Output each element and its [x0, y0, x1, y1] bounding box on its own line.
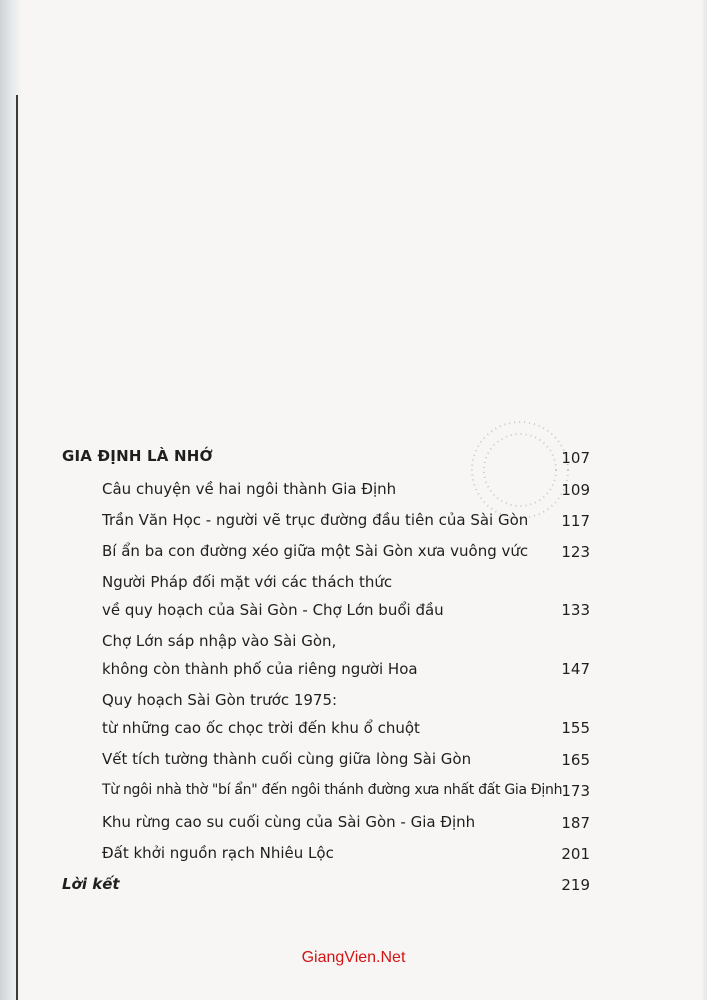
- toc-entry-5-page: 147: [561, 660, 590, 678]
- toc-entry-3-page: 123: [561, 543, 590, 561]
- toc-entry-1-page: 109: [561, 481, 590, 499]
- toc-entry-4-line-2: về quy hoạch của Sài Gòn - Chợ Lớn buổi đầu: [102, 601, 444, 619]
- section-page-number: 107: [561, 449, 590, 467]
- toc-entry-2-page: 117: [561, 512, 590, 530]
- toc-entry-8: Từ ngôi nhà thờ "bí ẩn" đến ngôi thánh đường xưa nhất đất Gia Định: [102, 782, 563, 798]
- toc-entry-4-page: 133: [561, 601, 590, 619]
- toc-entry-10: Đất khởi nguồn rạch Nhiêu Lộc: [102, 844, 334, 862]
- toc-entry-9-page: 187: [561, 814, 590, 832]
- toc-entry-9: Khu rừng cao su cuối cùng của Sài Gòn - Gia Định: [102, 813, 476, 831]
- toc-entry-6-page: 155: [561, 719, 590, 737]
- closing-title: Lời kết: [62, 875, 120, 893]
- toc-entry-3: Bí ẩn ba con đường xéo giữa một Sài Gòn xưa vuông vức: [102, 542, 529, 560]
- closing-page-number: 219: [561, 876, 590, 894]
- toc-entry-5-line-1: Chợ Lớn sáp nhập vào Sài Gòn,: [102, 632, 337, 650]
- toc-entry-6-line-2: từ những cao ốc chọc trời đến khu ổ chuột: [102, 719, 420, 737]
- toc-entry-4-line-1: Người Pháp đối mặt với các thách thức: [102, 573, 393, 591]
- toc-entry-8-page: 173: [561, 782, 590, 800]
- toc-entry-10-page: 201: [561, 845, 590, 863]
- watermark-link[interactable]: GiangVien.Net: [301, 949, 406, 966]
- toc-entry-7-page: 165: [561, 751, 590, 769]
- toc-entry-5-line-2: không còn thành phố của riêng người Hoa: [102, 660, 418, 678]
- toc-entry-7: Vết tích tường thành cuối cùng giữa lòng Sài Gòn: [102, 750, 472, 768]
- toc-entry-2: Trần Văn Học - người vẽ trục đường đầu tiên của Sài Gòn: [102, 511, 529, 529]
- section-title: GIA ĐỊNH LÀ NHỚ: [62, 447, 213, 465]
- toc-entry-1: Câu chuyện về hai ngôi thành Gia Định: [102, 480, 397, 498]
- toc-entry-6-line-1: Quy hoạch Sài Gòn trước 1975:: [102, 691, 338, 709]
